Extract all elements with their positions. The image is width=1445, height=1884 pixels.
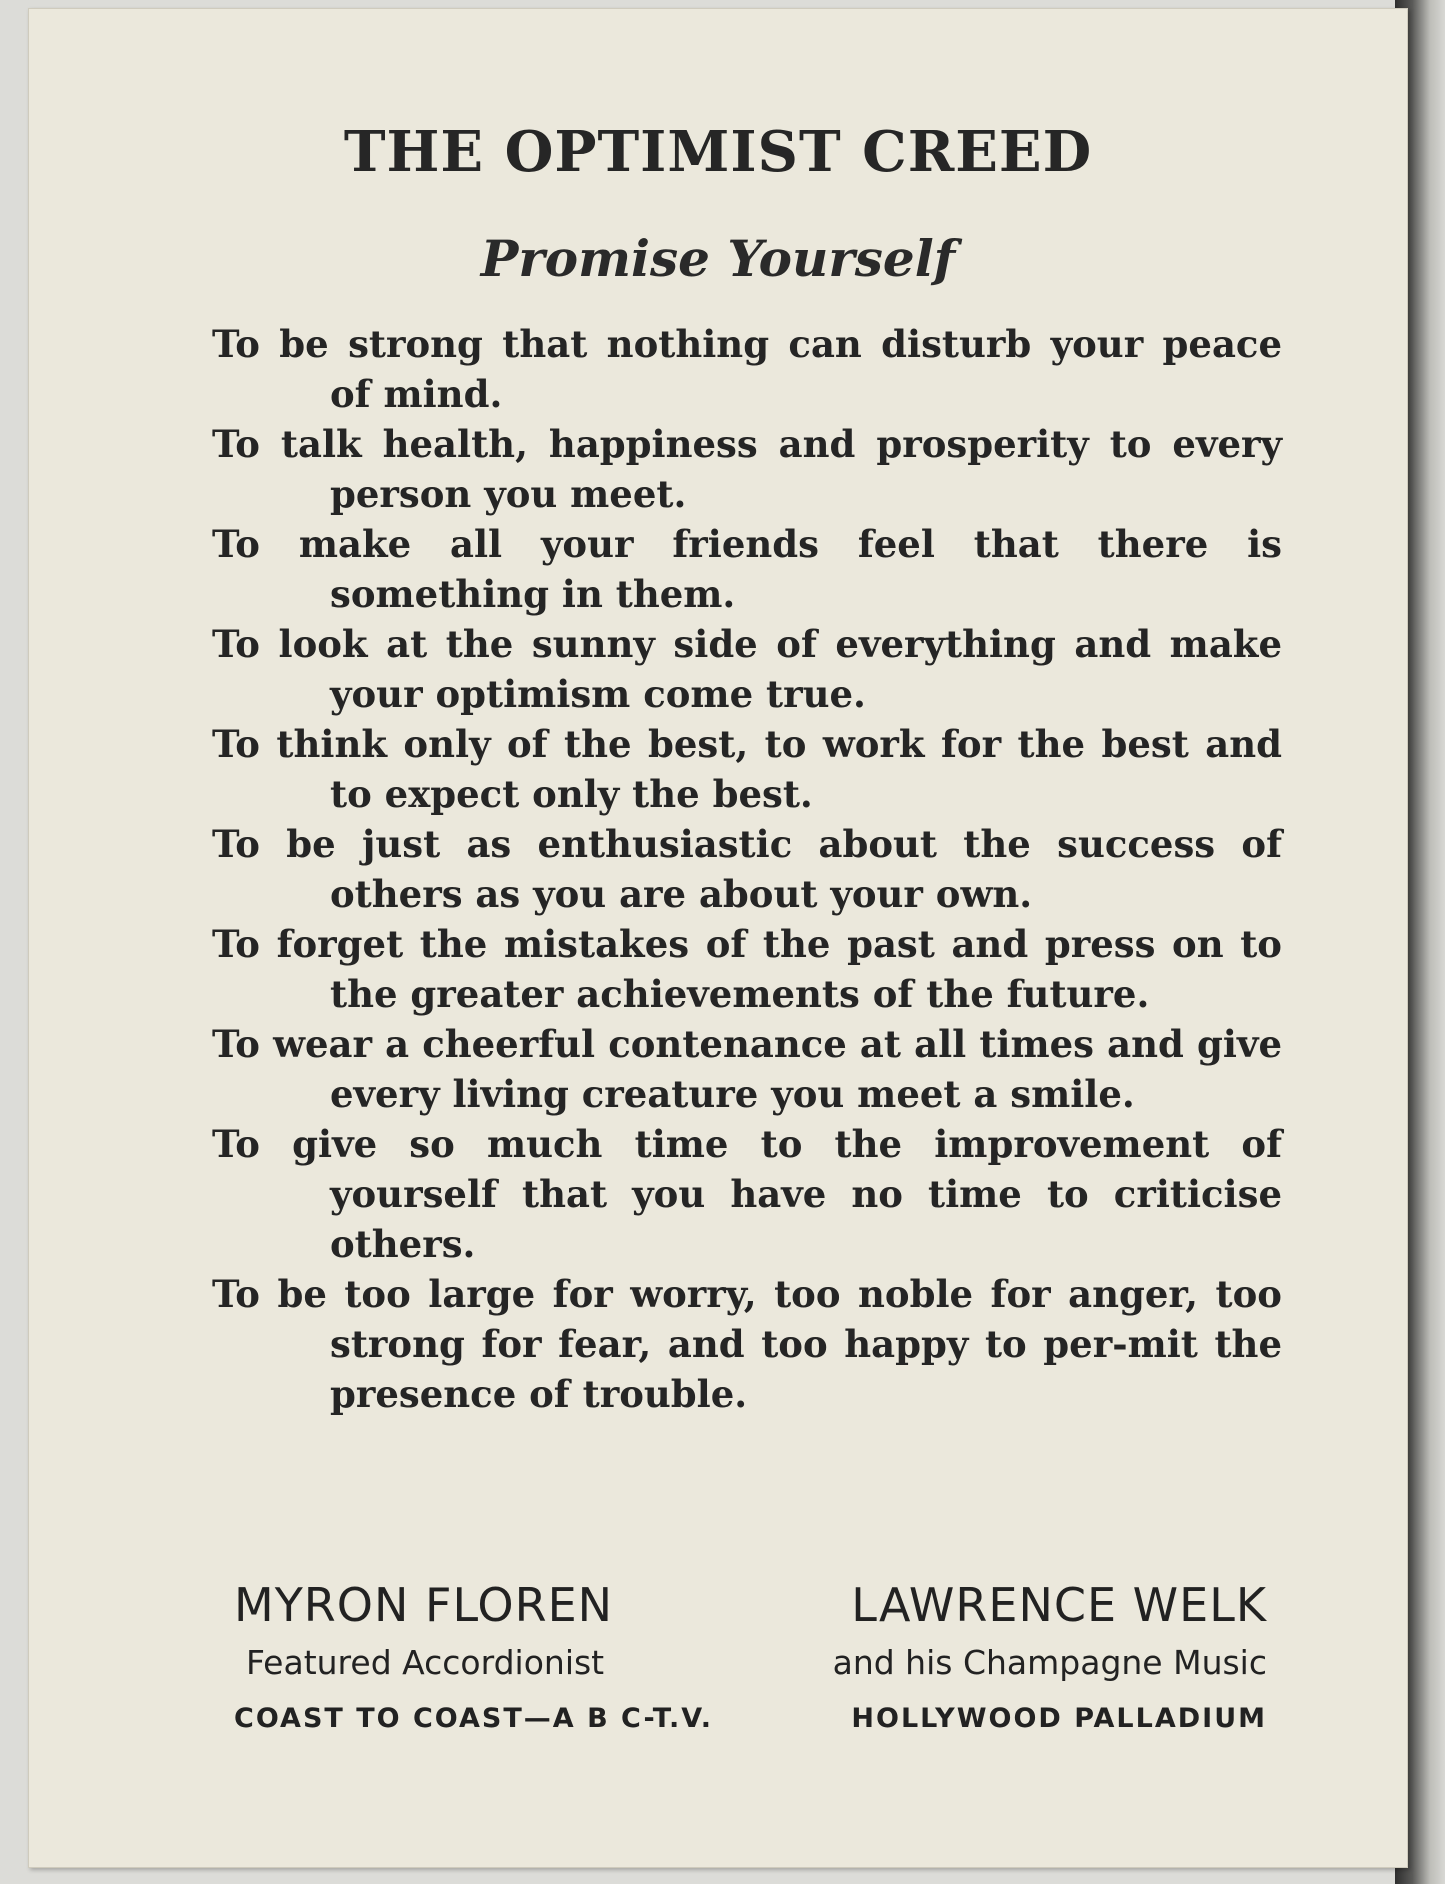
bandleader-venue: HOLLYWOOD PALLADIUM bbox=[851, 1703, 1267, 1734]
creed-item: To wear a cheerful contenance at all times and give every living creature you meet a smile. bbox=[212, 1022, 1282, 1116]
creed-item: To think only of the best, to work for the best and to expect only the best. bbox=[212, 722, 1282, 816]
creed-list bbox=[212, 319, 1282, 1419]
creed-card bbox=[28, 8, 1408, 1868]
creed-item: To give so much time to the improvement of yourself that you have no time to criticise others. bbox=[212, 1122, 1282, 1266]
creed-item: To be just as enthusiastic about the success of others as you are about your own. bbox=[212, 822, 1282, 916]
creed-item: To look at the sunny side of everything and make your optimism come true. bbox=[212, 622, 1282, 716]
creed-item: To forget the mistakes of the past and press on to the greater achievements of the future. bbox=[212, 922, 1282, 1016]
subtitle: Promise Yourself bbox=[480, 229, 956, 288]
creed-item: To talk health, happiness and prosperity to every person you meet. bbox=[212, 422, 1282, 516]
footer-right bbox=[747, 1577, 1267, 1743]
bandleader-name: LAWRENCE WELK bbox=[851, 1578, 1267, 1632]
bandleader-role: and his Champagne Music bbox=[832, 1643, 1267, 1682]
footer-left bbox=[234, 1577, 754, 1743]
performer-role: Featured Accordionist bbox=[246, 1643, 605, 1682]
performer-venue: COAST TO COAST—A B C-T.V. bbox=[234, 1703, 713, 1734]
creed-item: To be too large for worry, too noble for anger, too strong for fear, and too happy to per-mit the presence of trouble. bbox=[212, 1272, 1282, 1416]
creed-item: To be strong that nothing can disturb your peace of mind. bbox=[212, 322, 1282, 416]
page-title: THE OPTIMIST CREED bbox=[343, 119, 1093, 185]
performer-name: MYRON FLOREN bbox=[234, 1578, 614, 1632]
creed-item: To make all your friends feel that there is something in them. bbox=[212, 522, 1282, 616]
